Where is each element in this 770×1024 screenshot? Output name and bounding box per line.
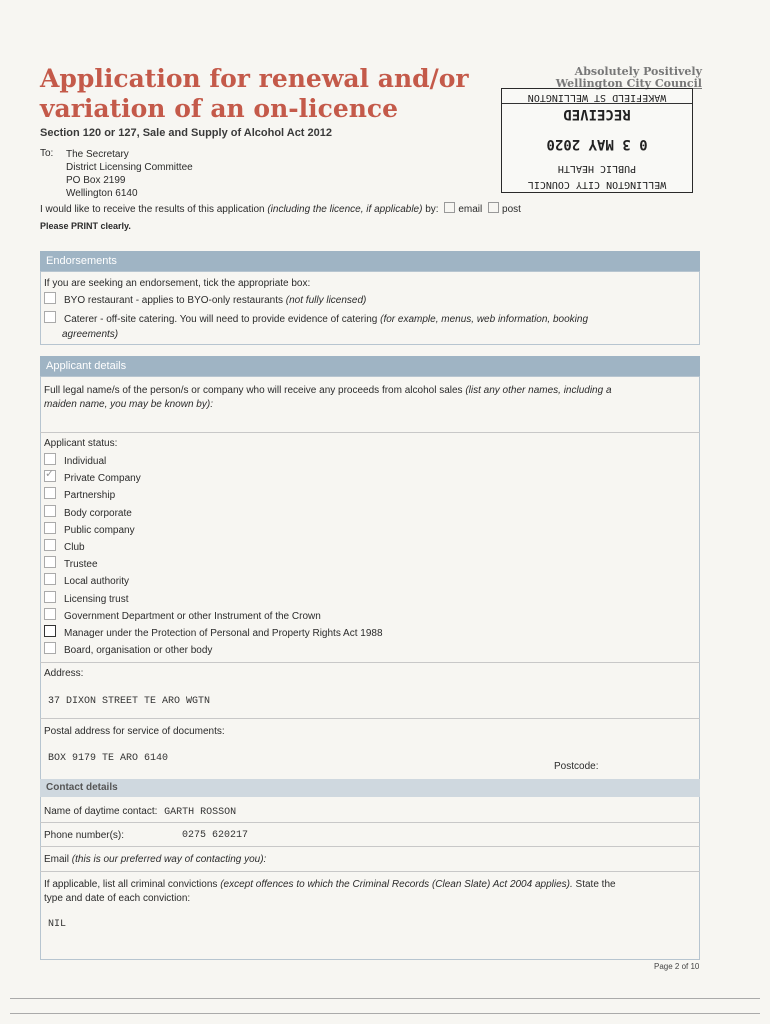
status-option-row [44,522,135,539]
address-line: Wellington 6140 [66,188,138,199]
legal-name-text: Full legal name/s of the person/s or company who will receive any proceeds from alcohol sales [44,385,463,396]
status-checkbox[interactable] [44,539,56,551]
applicant-panel [40,376,700,960]
status-checkbox[interactable] [44,487,56,499]
phone-value[interactable]: 0275 620217 [182,830,249,841]
stamp-received: RECEIVED [563,106,631,122]
endorsements-header: Endorsements [40,251,700,271]
caterer-label-italic: (for example, menus, web information, booking [380,314,589,325]
convictions-value[interactable]: NIL [48,919,67,930]
daytime-contact-row [44,806,236,818]
stamp-line-2: PUBLIC HEALTH [557,163,637,174]
status-option-row [44,487,115,504]
status-option-row [44,625,383,642]
convictions-italic: (except offences to which the Criminal Records (Clean Slate) Act 2004 applies). [220,879,573,890]
email-label: Email [44,854,70,865]
status-checkbox[interactable] [44,522,56,534]
delivery-by: by: [425,204,439,215]
byo-label: BYO restaurant - applies to BYO-only restaurants [64,295,283,306]
status-option-row [44,505,132,522]
postal-address-value[interactable]: BOX 9179 TE ARO 6140 [48,753,169,764]
stamp-line-1: WELLINGTON CITY COUNCIL [527,179,667,190]
status-option-label: Private Company [64,473,141,485]
status-option-row [44,556,98,573]
title-line-2: variation of an on-licence [40,94,399,123]
status-option-label: Public company [64,524,135,536]
status-option-row [44,642,212,659]
status-option-label: Club [64,542,85,553]
convictions-label [44,879,694,890]
status-checkbox[interactable] [44,556,56,568]
divider [40,822,700,823]
status-checkbox[interactable] [44,625,56,637]
convictions-tail: State the [575,879,616,890]
byo-checkbox[interactable] [44,292,56,304]
act-subtitle: Section 120 or 127, Sale and Supply of Alcohol Act 2012 [40,127,332,139]
address-line: District Licensing Committee [66,162,193,173]
status-checkbox[interactable] [44,470,56,482]
byo-label-italic: (not fully licensed) [285,295,367,306]
daytime-contact-value[interactable]: GARTH ROSSON [164,807,237,818]
applicant-header: Applicant details [40,356,700,376]
status-option-label: Licensing trust [64,593,129,605]
address-line: The Secretary [66,149,129,160]
council-logo [540,66,702,90]
title-line-1: Application for renewal and/or [40,64,469,93]
status-option-label: Manager under the Protection of Personal and Property Rights Act 1988 [64,628,383,639]
status-option-row [44,591,128,608]
legal-name-italic-2: maiden name, you may be known by): [44,399,213,410]
contact-header: Contact details [40,779,700,797]
status-option-label: Local authority [64,576,130,588]
status-option-label: Board, organisation or other body [64,645,213,657]
convictions-label-2: type and date of each conviction: [44,893,191,904]
endorsement-intro: If you are seeking an endorsement, tick the appropriate box: [44,278,311,289]
status-checkbox[interactable] [44,573,56,585]
status-option-row [44,470,141,487]
caterer-endorsement-row [44,311,588,328]
divider [40,662,700,663]
received-stamp [501,88,693,193]
divider [40,846,700,847]
status-option-row [44,539,85,556]
page-number: Page 2 of 10 [654,962,700,971]
legal-name-input[interactable] [40,432,700,433]
delivery-prompt: I would like to receive the results of this application [40,204,265,215]
email-row [44,854,266,865]
email-label-italic: (this is our preferred way of contacting you): [71,854,267,865]
email-option-label: email [458,204,483,215]
scan-rule [10,998,760,999]
legal-name-italic: (list any other names, including a [465,385,612,396]
status-option-row [44,573,129,590]
status-label: Applicant status: [44,438,118,449]
postcode-label: Postcode: [554,761,599,772]
status-checkbox[interactable] [44,505,56,517]
divider [40,718,700,719]
status-option-label: Trustee [64,559,98,571]
legal-name-label [44,385,612,396]
divider [40,871,700,872]
phone-label: Phone number(s): [44,830,125,841]
scan-rule [10,1013,760,1014]
to-label: To: [40,148,54,159]
status-option-label: Government Department or other Instrument of the Crown [64,610,321,622]
address-value[interactable]: 37 DIXON STREET TE ARO WGTN [48,696,211,707]
byo-endorsement-row [44,292,366,309]
status-checkbox[interactable] [44,591,56,603]
page-title [40,64,480,124]
status-checkbox[interactable] [44,608,56,620]
logo-line-1: Absolutely Positively [574,65,702,78]
caterer-checkbox[interactable] [44,311,56,323]
daytime-contact-label: Name of daytime contact: [44,806,158,817]
address-label: Address: [44,668,84,679]
delivery-prompt-italic: (including the licence, if applicable) [267,204,423,215]
stamp-date: 0 3 MAY 2020 [546,136,648,152]
print-clearly-note: Please PRINT clearly. [40,221,131,231]
status-option-row [44,608,321,625]
status-checkbox[interactable] [44,453,56,465]
status-option-label: Individual [64,456,107,467]
logo-line-2: Wellington City Council [555,77,702,90]
postal-address-label: Postal address for service of documents: [44,726,225,737]
stamp-line-3: WAKEFIELD ST WELLINGTON [502,92,692,104]
caterer-label-italic-2: agreements) [62,329,119,340]
delivery-preference [40,202,521,215]
post-option-label: post [502,204,521,215]
status-checkbox[interactable] [44,642,56,654]
address-line: PO Box 2199 [66,175,126,186]
post-checkbox[interactable] [488,202,499,213]
caterer-label: Caterer - off-site catering. You will need to provide evidence of catering [64,314,378,325]
status-option-label: Partnership [64,490,116,502]
status-option-label: Body corporate [64,507,132,519]
email-checkbox[interactable] [444,202,455,213]
convictions-text: If applicable, list all criminal convictions [44,879,218,890]
